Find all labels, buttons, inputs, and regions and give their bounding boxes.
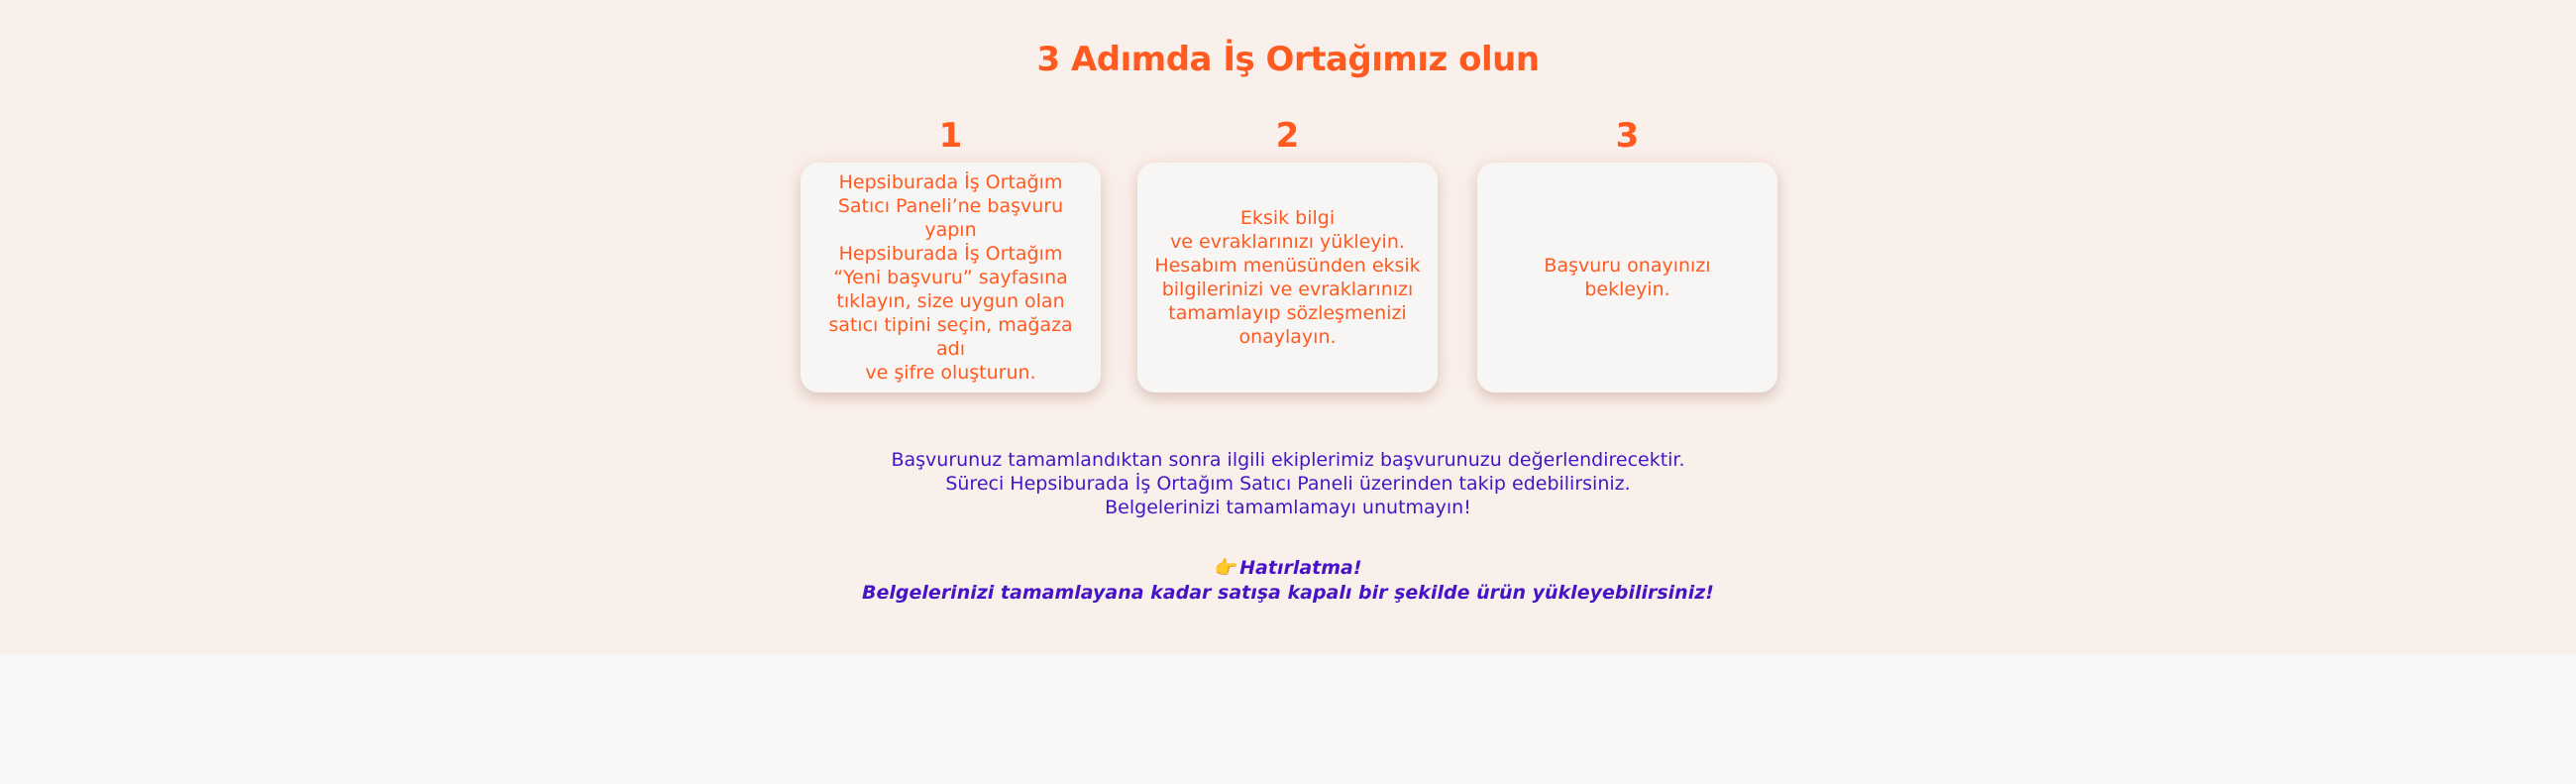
step-card xyxy=(1137,163,1438,392)
step-description: Eksik bilgi ve evraklarınızı yükleyin. Hesabım menüsünden eksik bilgilerinizi ve evraklarınızı tamamlayıp sözleşmenizi onaylayın. xyxy=(1154,207,1421,348)
step-number: 3 xyxy=(1615,116,1640,156)
step-description: Hepsiburada İş Ortağım Satıcı Paneli’ne başvuru yapın Hepsiburada İş Ortağım “Yeni başvuru” sayfasına tıklayın, size uygun olan satıcı tipini seçin, mağaza adı ve şifre oluşturun. xyxy=(828,171,1073,384)
info-line: Süreci Hepsiburada İş Ortağım Satıcı Paneli üzerinden takip edebilirsiniz. xyxy=(945,473,1631,495)
step-number: 1 xyxy=(938,116,963,156)
lower-blank-area xyxy=(0,654,2576,784)
reminder-text: Belgelerinizi tamamlayana kadar satışa kapalı bir şekilde ürün yükleyebilirsiniz! xyxy=(862,582,1714,604)
reminder-block xyxy=(0,556,2576,606)
section-title: 3 Adımda İş Ortağımız olun xyxy=(1036,40,1540,79)
info-line: Belgelerinizi tamamlamayı unutmayın! xyxy=(1105,497,1471,518)
step-2 xyxy=(1137,109,1438,392)
pointing-hand-icon: 👉 xyxy=(1214,557,1238,579)
step-card xyxy=(801,163,1101,392)
step-description: Başvuru onayınızı bekleyin. xyxy=(1544,255,1711,300)
step-number: 2 xyxy=(1275,116,1300,156)
step-3 xyxy=(1477,109,1777,392)
step-1 xyxy=(801,109,1101,392)
info-line: Başvurunuz tamamlandıktan sonra ilgili ekiplerimiz başvurunuzu değerlendirecektir. xyxy=(891,449,1685,471)
info-text xyxy=(0,448,2576,519)
reminder-heading: Hatırlatma! xyxy=(1239,557,1362,579)
step-card xyxy=(1477,163,1777,392)
